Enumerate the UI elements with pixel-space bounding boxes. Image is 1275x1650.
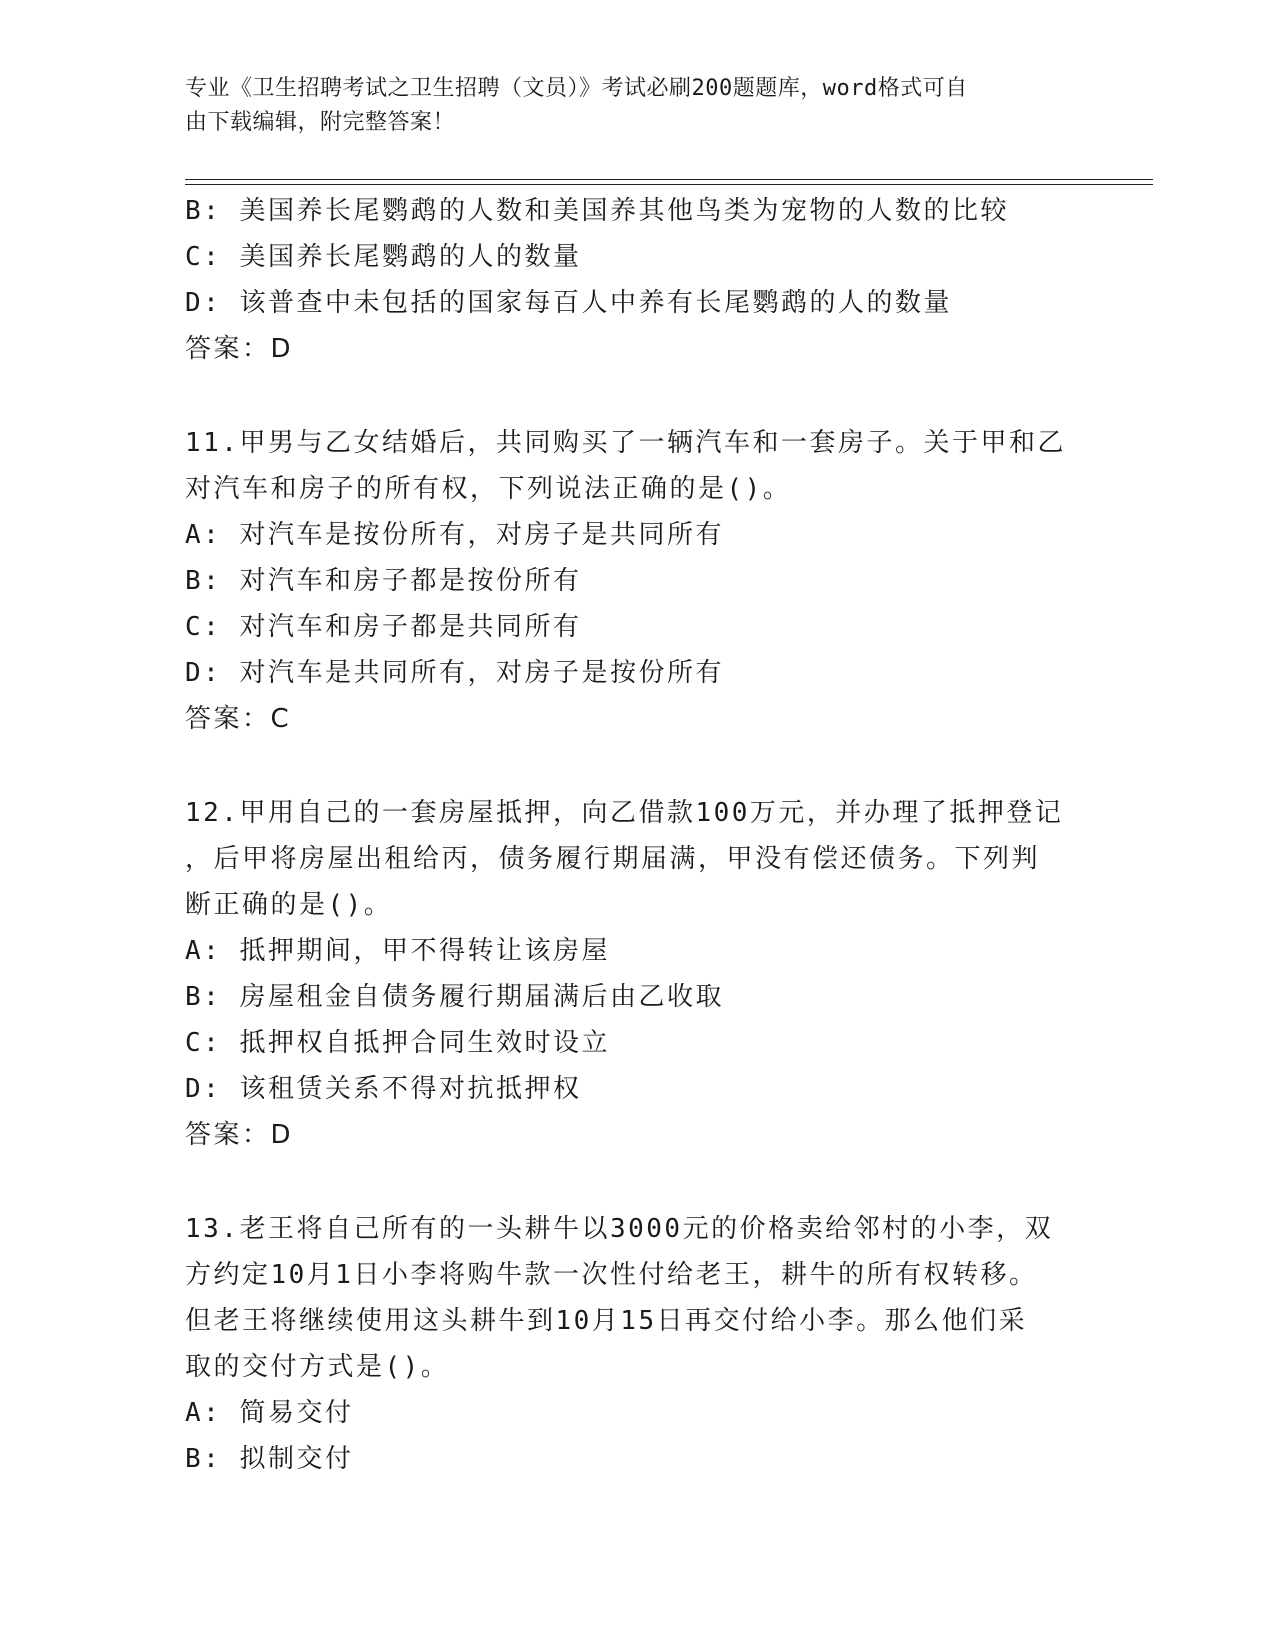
header-line-2: 由下载编辑，附完整答案！	[185, 110, 456, 135]
question-list	[185, 188, 1085, 1482]
question-stem-line: 11.甲男与乙女结婚后，共同购买了一辆汽车和一套房子。关于甲和乙	[185, 428, 1066, 458]
question-stem-line: 但老王将继续使用这头耕牛到10月15日再交付给小李。那么他们采	[185, 1306, 1028, 1336]
question-11	[185, 420, 1085, 742]
option-a: A: 抵押期间，甲不得转让该房屋	[185, 936, 610, 966]
option-a: A: 对汽车是按份所有，对房子是共同所有	[185, 520, 724, 550]
question-spacer	[185, 742, 1085, 790]
option-b: B: 拟制交付	[185, 1444, 354, 1474]
option-a: A: 简易交付	[185, 1398, 354, 1428]
header-divider-top	[185, 179, 1153, 180]
question-stem-line: 取的交付方式是()。	[185, 1352, 450, 1382]
question-stem-line: 方约定10月1日小李将购牛款一次性付给老王，耕牛的所有权转移。	[185, 1260, 1038, 1290]
option-d: D: 该租赁关系不得对抗抵押权	[185, 1074, 582, 1104]
question-10-continued	[185, 188, 1085, 372]
header-line-1: 专业《卫生招聘考试之卫生招聘（文员）》考试必刷200题题库，word格式可自	[185, 76, 968, 101]
header-divider-bottom	[185, 184, 1153, 185]
option-b: B: 美国养长尾鹦鹉的人数和美国养其他鸟类为宠物的人数的比较	[185, 196, 1009, 226]
question-12	[185, 790, 1085, 1158]
question-13	[185, 1206, 1085, 1482]
option-d: D: 对汽车是共同所有，对房子是按份所有	[185, 658, 724, 688]
question-stem-line: ，后甲将房屋出租给丙，债务履行期届满，甲没有偿还债务。下列判	[185, 844, 1041, 874]
answer-line: 答案：D	[185, 1120, 294, 1150]
document-header	[185, 72, 1065, 140]
option-c: C: 对汽车和房子都是共同所有	[185, 612, 582, 642]
option-b: B: 房屋租金自债务履行期届满后由乙收取	[185, 982, 724, 1012]
option-c: C: 美国养长尾鹦鹉的人的数量	[185, 242, 582, 272]
question-spacer	[185, 372, 1085, 420]
answer-line: 答案：D	[185, 334, 294, 364]
question-spacer	[185, 1158, 1085, 1206]
option-b: B: 对汽车和房子都是按份所有	[185, 566, 582, 596]
option-d: D: 该普查中未包括的国家每百人中养有长尾鹦鹉的人的数量	[185, 288, 952, 318]
question-stem-line: 12.甲用自己的一套房屋抵押，向乙借款100万元，并办理了抵押登记	[185, 798, 1064, 828]
answer-line: 答案：C	[185, 704, 292, 734]
option-c: C: 抵押权自抵押合同生效时设立	[185, 1028, 610, 1058]
question-stem-line: 断正确的是()。	[185, 890, 393, 920]
question-stem-line: 13.老王将自己所有的一头耕牛以3000元的价格卖给邻村的小李，双	[185, 1214, 1054, 1244]
question-stem-line: 对汽车和房子的所有权，下列说法正确的是()。	[185, 474, 792, 504]
